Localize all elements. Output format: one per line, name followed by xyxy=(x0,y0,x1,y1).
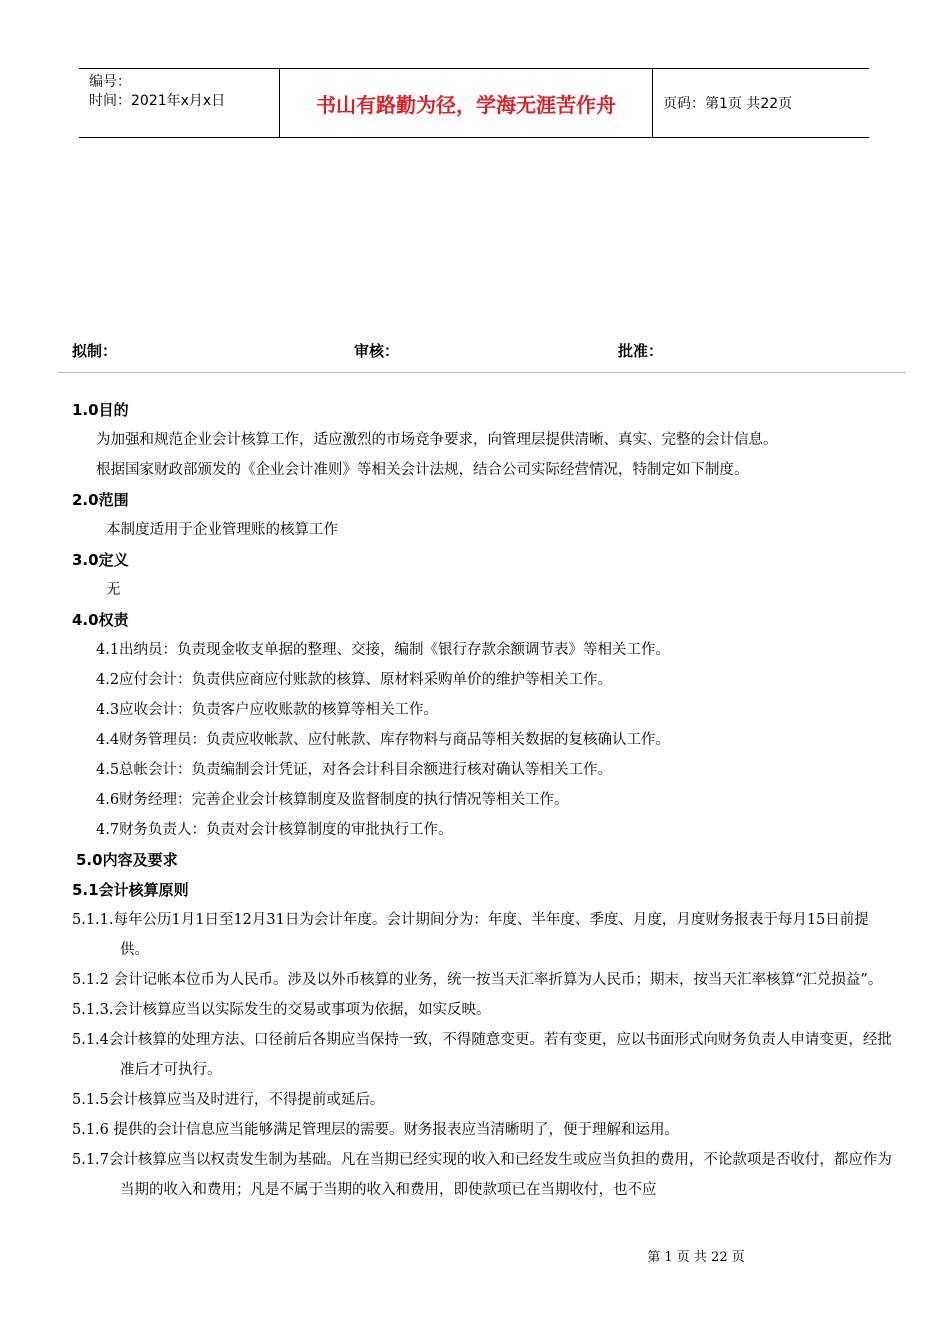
paragraph: 无 xyxy=(106,582,121,598)
list-item: 4.6财务经理：完善企业会计核算制度及监督制度的执行情况等相关工作。 xyxy=(96,792,569,808)
drafted-label: 拟制： xyxy=(72,342,118,360)
section-title: 1.0目的 xyxy=(72,401,129,419)
section-title: 5.0内容及要求 xyxy=(76,851,178,869)
subsection-title: 5.1会计核算原则 xyxy=(72,881,189,899)
page-footer: 第 1 页 共 22 页 xyxy=(647,1250,745,1265)
list-item: 4.3应收会计：负责客户应收账款的核算等相关工作。 xyxy=(96,702,439,718)
header-meta xyxy=(79,69,280,137)
header-motto: 书山有路勤为径，学海无涯苦作舟 xyxy=(280,69,653,137)
section-title: 4.0权责 xyxy=(72,611,129,629)
paragraph: 为加强和规范企业会计核算工作，适应激烈的市场竞争要求，向管理层提供清晰、真实、完整的会计信息。 xyxy=(96,432,778,448)
list-item: 4.7财务负责人：负责对会计核算制度的审批执行工作。 xyxy=(96,822,453,838)
list-item: 4.1出纳员：负责现金收支单据的整理、交接，编制《银行存款余额调节表》等相关工作。 xyxy=(96,642,671,658)
document-body xyxy=(72,395,892,1205)
clause: 5.1.3.会计核算应当以实际发生的交易或事项为依据，如实反映。 xyxy=(72,1002,491,1018)
clause: 5.1.2 会计记帐本位币为人民币。涉及以外币核算的业务，统一按当天汇率折算为人民币；期末，按当天汇率核算“汇兑损益”。 xyxy=(72,972,883,988)
section-title: 3.0定义 xyxy=(72,551,129,569)
header-table xyxy=(79,68,869,138)
clause: 5.1.6 提供的会计信息应当能够满足管理层的需要。财务报表应当清晰明了，便于理解和运用。 xyxy=(72,1122,679,1138)
section-title: 2.0范围 xyxy=(72,491,129,509)
clause: 5.1.1.每年公历1月1日至12月31日为会计年度。会计期间分为：年度、半年度、季度、月度，月度财务报表于每月15日前提供。 xyxy=(72,912,869,958)
clause: 5.1.7会计核算应当以权责发生制为基础。凡在当期已经实现的收入和已经发生或应当负担的费用，不论款项是否收付，都应作为当期的收入和费用；凡是不属于当期的收入和费用，即使款项已在当期收付，也不应 xyxy=(72,1152,892,1198)
list-item: 4.4财务管理员：负责应收帐款、应付帐款、库存物料与商品等相关数据的复核确认工作。 xyxy=(96,732,671,748)
doc-date-label: 时间：2021年x月x日 xyxy=(89,93,226,109)
signoff-divider xyxy=(58,372,906,373)
doc-number-label: 编号： xyxy=(89,74,131,90)
header-page-label: 页码：第1页 共22页 xyxy=(663,96,793,112)
approved-label: 批准： xyxy=(618,342,664,360)
reviewed-label: 审核： xyxy=(354,342,400,360)
clause: 5.1.5会计核算应当及时进行，不得提前或延后。 xyxy=(72,1092,385,1108)
paragraph: 根据国家财政部颁发的《企业会计准则》等相关会计法规，结合公司实际经营情况，特制定如下制度。 xyxy=(96,462,749,478)
list-item: 4.5总帐会计：负责编制会计凭证，对各会计科目余额进行核对确认等相关工作。 xyxy=(96,762,613,778)
paragraph: 本制度适用于企业管理账的核算工作 xyxy=(106,522,338,538)
clause: 5.1.4会计核算的处理方法、口径前后各期应当保持一致，不得随意变更。若有变更，应以书面形式向财务负责人申请变更，经批准后才可执行。 xyxy=(72,1032,892,1078)
list-item: 4.2应付会计：负责供应商应付账款的核算、原材料采购单价的维护等相关工作。 xyxy=(96,672,613,688)
